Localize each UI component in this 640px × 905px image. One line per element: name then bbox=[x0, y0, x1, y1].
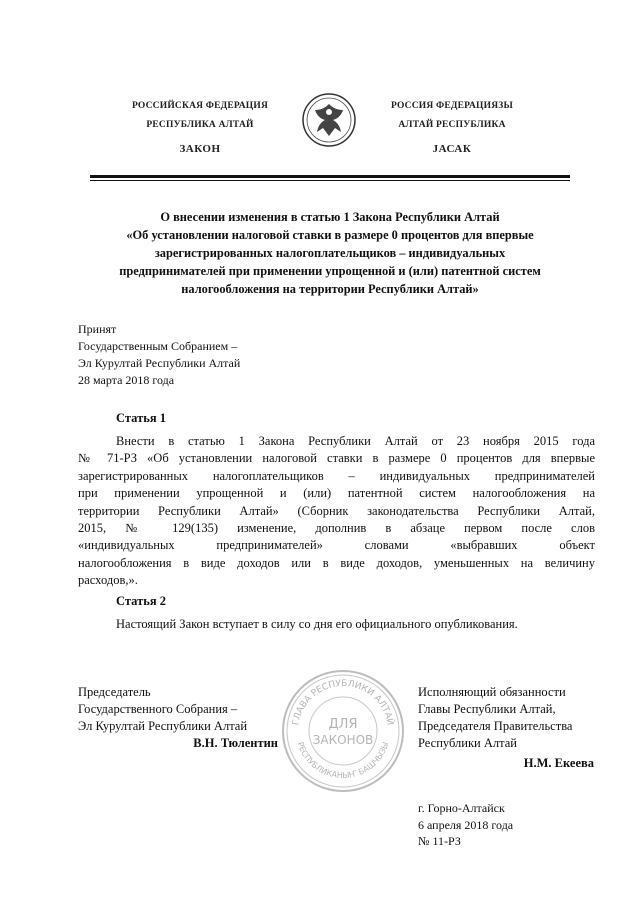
article-1-line: «индивидуальных предпринимателей» словами «выбравших объект bbox=[78, 538, 595, 553]
official-stamp bbox=[280, 668, 406, 794]
title-line: налогообложения на территории Республики Алтай» bbox=[181, 282, 479, 296]
article-1-text bbox=[78, 433, 595, 590]
signature-left-name: В.Н. Тюлентин bbox=[193, 736, 278, 750]
signature-right-title: Исполняющий обязанности bbox=[418, 685, 566, 699]
adoption-line: Государственным Собранием – bbox=[78, 339, 238, 353]
article-1-line: при применении упрощенной и (или) патентной систем налогообложения на bbox=[78, 486, 595, 501]
title-line: О внесении изменения в статью 1 Закона Республики Алтай bbox=[160, 210, 500, 224]
signature-left-title: Государственного Собрания – bbox=[78, 702, 238, 716]
stamp-ring-bottom: РЕСПУБЛИКАНЫҤ БАШЧЫЗЫ bbox=[295, 740, 391, 781]
article-1-line: расходов,». bbox=[78, 573, 138, 588]
header-divider-thin bbox=[90, 180, 570, 181]
header-left-line2: РЕСПУБЛИКА АЛТАЙ bbox=[146, 120, 254, 130]
stamp-center-top: ДЛЯ bbox=[328, 717, 358, 732]
article-2-heading: Статья 2 bbox=[116, 594, 166, 608]
adoption-info bbox=[78, 321, 240, 389]
signature-left-title: Эл Курултай Республики Алтай bbox=[78, 719, 248, 733]
stamp-ring-top: ГЛАВА РЕСПУБЛИКИ АЛТАЙ bbox=[291, 678, 395, 727]
signature-right-title: Председателя Правительства bbox=[418, 719, 573, 733]
signature-right-name: Н.М. Екеева bbox=[523, 756, 594, 770]
article-1-heading: Статья 1 bbox=[116, 411, 166, 425]
header-right-line1: РОССИЯ ФЕДЕРАЦИЯЗЫ bbox=[391, 101, 513, 111]
law-title bbox=[80, 208, 580, 298]
signature-left-title: Председатель bbox=[78, 685, 151, 699]
title-line: «Об установлении налоговой ставки в размере 0 процентов для впервые bbox=[126, 228, 534, 242]
header-left-line1: РОССИЙСКАЯ ФЕДЕРАЦИЯ bbox=[131, 101, 269, 111]
signature-right-title: Главы Республики Алтай, bbox=[418, 702, 556, 716]
article-1-line: Внести в статью 1 Закона Республики Алтай от 23 ноября 2015 года bbox=[116, 434, 595, 448]
stamp-center-bottom: ЗАКОНОВ bbox=[312, 733, 374, 747]
document-footer bbox=[418, 800, 513, 850]
footer-number: № 11-РЗ bbox=[418, 834, 461, 848]
header-right-doc-type: ЈАСАК bbox=[432, 143, 472, 155]
title-line: зарегистрированных налогоплательщиков – индивидуальных bbox=[154, 246, 506, 260]
signature-left-block bbox=[78, 684, 278, 752]
article-1-line: территории Республики Алтай» (Сборник законодательства Республики Алтай, bbox=[78, 503, 595, 518]
article-1-line: 2015, № 129(135) изменение, дополнив в абзаце первом после слов bbox=[78, 521, 595, 536]
article-2-text: Настоящий Закон вступает в силу со дня его официального опубликования. bbox=[116, 617, 518, 631]
title-line: предпринимателей при применении упрощенной и (или) патентной систем bbox=[119, 264, 541, 278]
header-divider-thick bbox=[90, 175, 570, 178]
signature-right-block bbox=[418, 684, 594, 772]
header-left-doc-type: ЗАКОН bbox=[179, 143, 221, 155]
article-1-line: налогообложения в виде доходов или в виде доходов, уменьшенных на величину bbox=[78, 555, 595, 570]
footer-city: г. Горно-Алтайск bbox=[418, 801, 505, 815]
adoption-line: Принят bbox=[78, 322, 117, 336]
footer-date: 6 апреля 2018 года bbox=[418, 817, 514, 832]
adoption-line: Эл Курултай Республики Алтай bbox=[78, 356, 241, 370]
header-right-line2: АЛТАЙ РЕСПУБЛИКА bbox=[398, 120, 506, 130]
coat-of-arms-icon bbox=[301, 92, 357, 148]
article-1-line: № 71-РЗ «Об установлении налоговой ставки в размере 0 процентов для впервые bbox=[78, 451, 595, 466]
article-1-line: зарегистрированных налогоплательщиков – индивидуальных предпринимателей bbox=[78, 468, 595, 483]
adoption-date: 28 марта 2018 года bbox=[78, 373, 175, 387]
signature-right-title: Республики Алтай bbox=[418, 736, 517, 750]
